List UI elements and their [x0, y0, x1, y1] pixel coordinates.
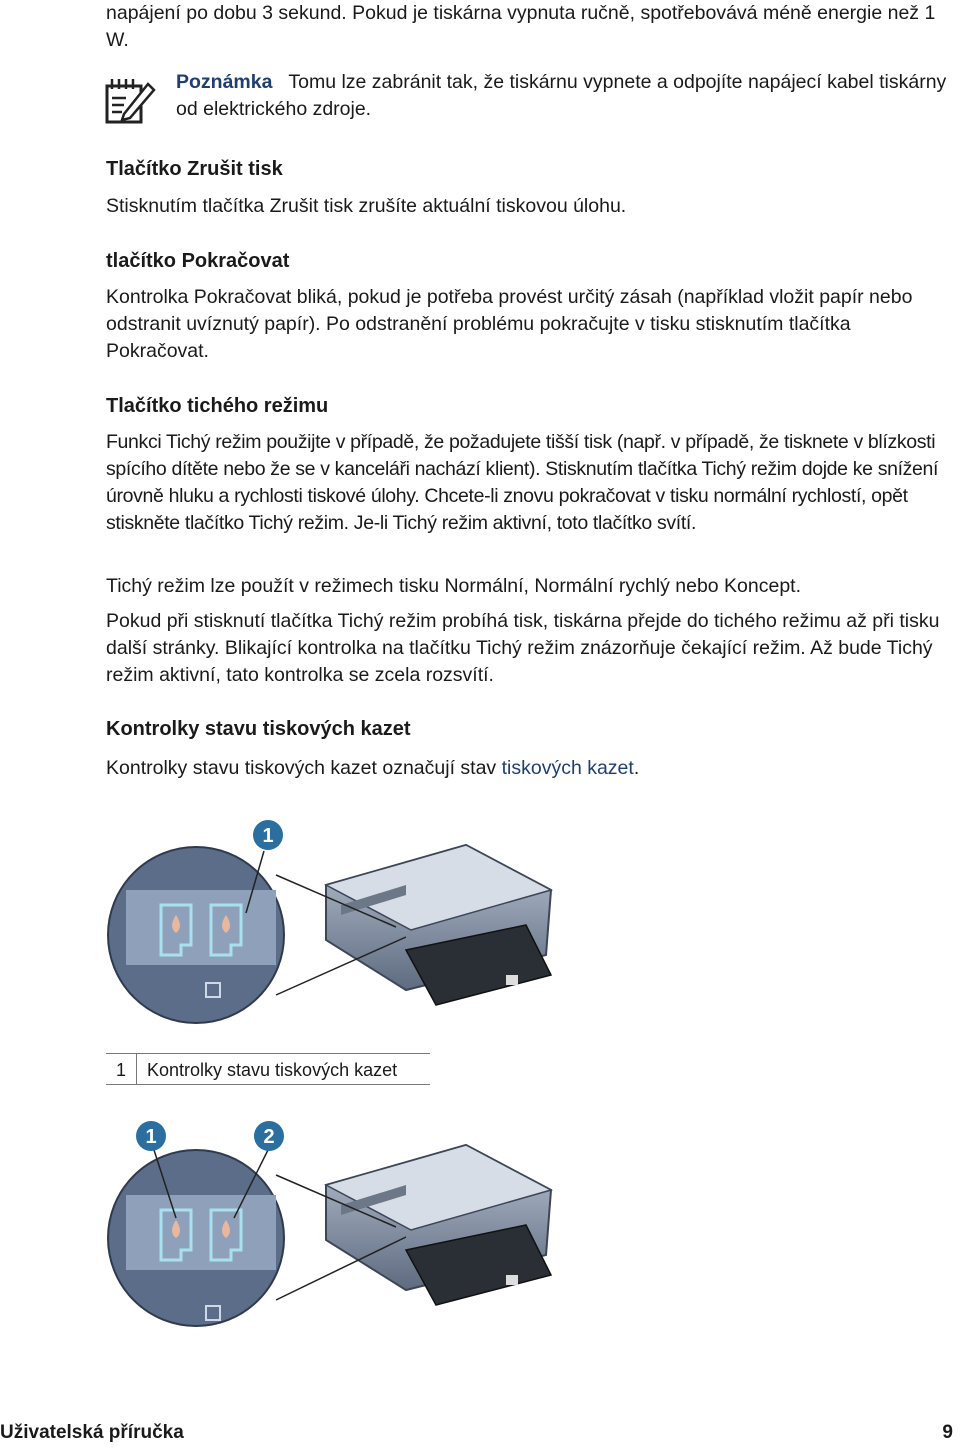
status-body — [106, 755, 958, 782]
cartridge-link[interactable]: tiskových kazet — [501, 757, 634, 779]
intro-paragraph: napájení po dobu 3 sekund. Pokud je tiskárna vypnuta ručně, spotřebovává méně energie než 1 W. — [106, 2, 936, 51]
note-pencil-icon — [104, 74, 156, 126]
footer-title: Uživatelská příručka — [0, 1422, 184, 1443]
quiet-body-3: Pokud při stisknutí tlačítka Tichý režim probíhá tisk, tiskárna přejde do tichého režimu až při tisku další stránky. Blikající kontrolka na tlačítku Tichý režim znázorňuje čekající režim. Až bude Tichý režim aktivní, tato kontrolka se zcela rozsvítí. — [106, 610, 940, 686]
cancel-body: Stisknutím tlačítka Zrušit tisk zrušíte aktuální tiskovou úlohu. — [106, 195, 627, 217]
status-body-text: Kontrolky stavu tiskových kazet označují stav — [106, 757, 502, 779]
quiet-body-2: Tichý režim lze použít v režimech tisku Normální, Normální rychlý nebo Koncept. — [106, 575, 802, 597]
printer-figure-1 — [106, 815, 566, 1040]
cancel-heading: Tlačítko Zrušit tisk — [106, 158, 283, 180]
resume-body: Kontrolka Pokračovat bliká, pokud je potřeba provést určitý zásah (například vložit papír nebo odstranit uvíznutý papír). Po odstranění problému pokračujte v tisku stisknutím tlačítka Pokračovat. — [106, 286, 913, 362]
quiet-body-1: Funkci Tichý režim použijte v případě, že požadujete tišší tisk (např. v případě, že tisknete v blízkosti spícího dítěte nebo že se v kanceláři nachází klient). Stisknutím tlačítka Tichý režim dojde ke snížení úrovně hluku a rychlosti tiskové úlohy. Chcete-li znovu pokračovat v tisku normální rychlostí, opět stiskněte tlačítko Tichý režim. Je-li Tichý režim aktivní, toto tlačítko svítí. — [106, 431, 939, 534]
callout-1: 1 — [262, 825, 274, 847]
callout-2: 2 — [263, 1126, 275, 1148]
note-paragraph — [176, 69, 958, 123]
status-body-end: . — [633, 757, 640, 779]
note-label: Poznámka — [176, 71, 273, 93]
status-heading: Kontrolky stavu tiskových kazet — [106, 718, 411, 740]
note-text: Tomu lze zabránit tak, že tiskárnu vypnete a odpojíte napájecí kabel tiskárny od elektrického zdroje. — [176, 71, 947, 120]
caption-divider — [136, 1054, 137, 1084]
quiet-heading: Tlačítko tichého režimu — [106, 395, 329, 417]
resume-heading: tlačítko Pokračovat — [106, 250, 290, 272]
figure-caption-table — [106, 1053, 430, 1085]
callout-1: 1 — [145, 1126, 157, 1148]
printer-figure-2 — [106, 1110, 566, 1345]
page-number: 9 — [942, 1422, 953, 1443]
caption-text: Kontrolky stavu tiskových kazet — [147, 1060, 398, 1080]
caption-number: 1 — [116, 1060, 127, 1080]
